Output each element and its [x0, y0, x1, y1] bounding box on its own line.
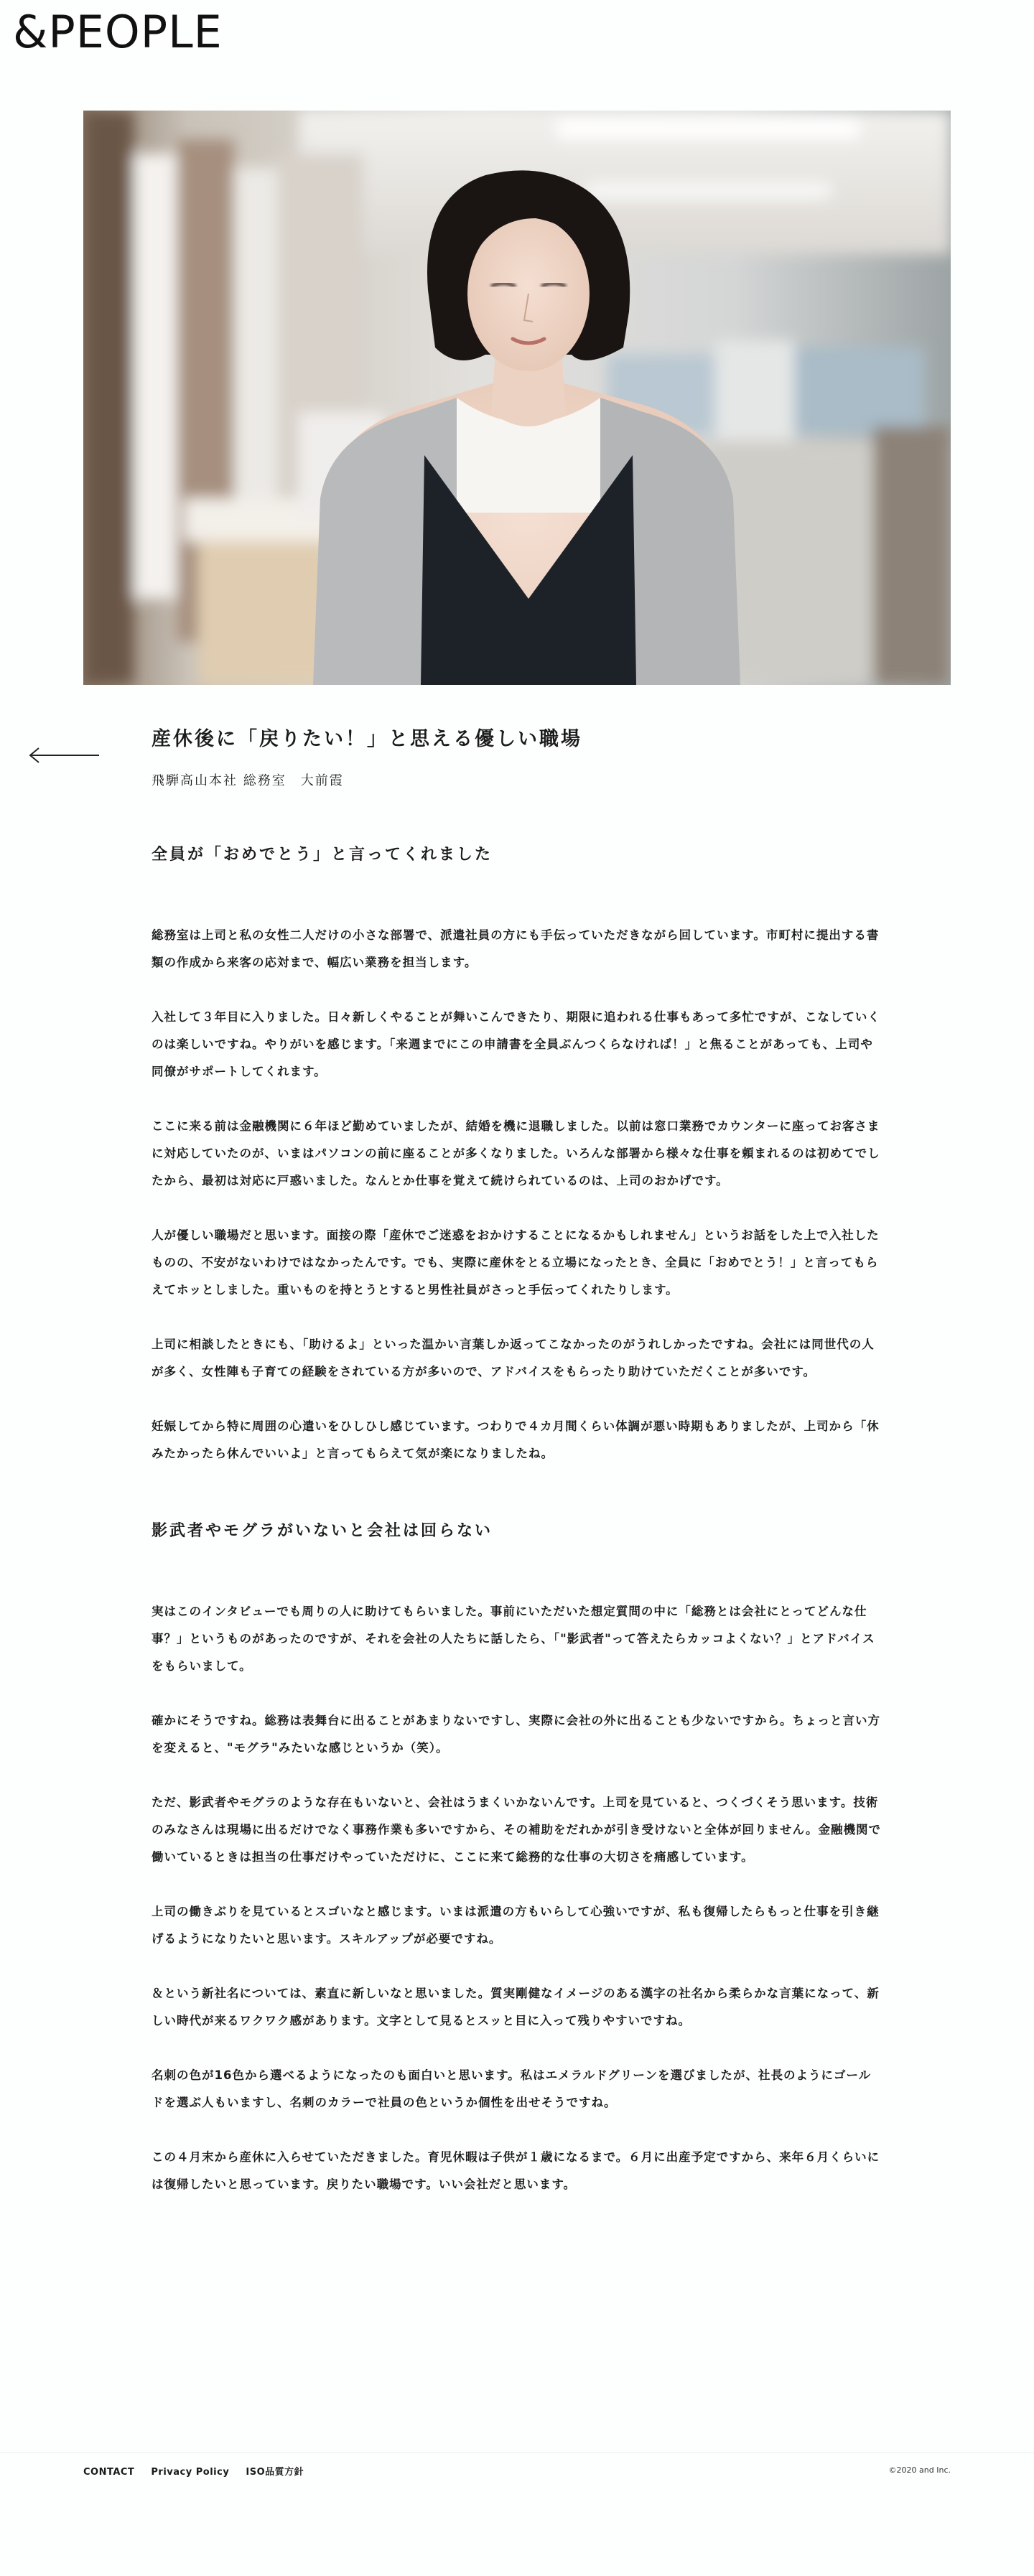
article-byline: 飛騨高山本社 総務室 大前霞	[152, 773, 344, 788]
copyright: ©2020 and Inc.	[888, 2465, 951, 2475]
paragraph: 総務室は上司と私の女性二人だけの小さな部署で、派遣社員の方にも手伝っていただきながら回しています。市町村に提出する書類の作成から来客の応対まで、幅広い業務を担当します。	[152, 928, 880, 969]
paragraph: ＆という新社名については、素直に新しいなと思いました。質実剛健なイメージのある漢字の社名から柔らかな言葉になって、新しい時代が来るワクワク感があります。文字として見るとスッと目に入って残りやすいですね。	[152, 1987, 880, 2027]
paragraph: 名刺の色が16色から選べるようになったのも面白いと思います。私はエメラルドグリーンを選びましたが、社長のようにゴールドを選ぶ人もいますし、名刺のカラーで社員の色というか個性を出せそうですね。	[152, 2068, 872, 2109]
paragraph: 上司の働きぶりを見ているとスゴいなと感じます。いまは派遣の方もいらして心強いですが、私も復帰したらもっと仕事を引き継げるようになりたいと思います。スキルアップが必要ですね。	[152, 1905, 880, 1946]
paragraph: 人が優しい職場だと思います。面接の際「産休でご迷惑をおかけすることになるかもしれません」というお話をした上で入社したものの、不安がないわけではなかったんです。でも、実際に産休をとる立場になったとき、全員に「おめでとう！」と言ってもらえてホッとしました。重いものを持とうとすると男性社員がさっと手伝ってくれたりします。	[152, 1228, 880, 1297]
paragraph: 上司に相談したときにも、「助けるよ」といった温かい言葉しか返ってこなかったのがうれしかったですね。会社には同世代の人が多く、女性陣も子育ての経験をされている方が多いので、アドバイスをもらったり助けていただくことが多いです。	[152, 1338, 875, 1378]
footer	[83, 2464, 951, 2481]
paragraph: この４月末から産休に入らせていただきました。育児休暇は子供が１歳になるまで。６月に出産予定ですから、来年６月くらいには復帰したいと思っています。戻りたい職場です。いい会社だと思います。	[152, 2150, 880, 2191]
section-heading-1: 全員が「おめでとう」と言ってくれました	[152, 846, 493, 864]
article-title: 産休後に「戻りたい！」と思える優しい職場	[152, 728, 582, 750]
footer-link-privacy-policy[interactable]: Privacy Policy	[151, 2467, 230, 2478]
paragraph: 実はこのインタビューでも周りの人に助けてもらいました。事前にいただいた想定質問の中に「総務とは会社にとってどんな仕事？」というものがあったのですが、それを会社の人たちに話したら、「"影武者"って答えたらカッコよくない？」とアドバイスをもらいまして。	[152, 1605, 875, 1673]
section-heading-2: 影武者やモグラがいないと会社は回らない	[152, 1522, 493, 1540]
paragraph: 妊娠してから特に周囲の心遣いをひしひし感じています。つわりで４カ月間くらい体調が悪い時期もありましたが、上司から「休みたかったら休んでいいよ」と言ってもらえて気が楽になりましたね。	[152, 1419, 880, 1460]
paragraph: 確かにそうですね。総務は表舞台に出ることがあまりないですし、実際に会社の外に出ることも少ないですから。ちょっと言い方を変えると、"モグラ"みたいな感じというか（笑）。	[152, 1714, 880, 1755]
paragraph: ここに来る前は金融機関に６年ほど勤めていましたが、結婚を機に退職しました。以前は窓口業務でカウンターに座ってお客さまに対応していたのが、いまはパソコンの前に座ることが多くなりました。いろんな部署から様々な仕事を頼まれるのは初めてでしたから、最初は対応に戸惑いました。なんとか仕事を覚えて続けられているのは、上司のおかげです。	[152, 1119, 880, 1187]
site-logo[interactable]: &PEOPLE	[13, 6, 223, 58]
article	[152, 725, 881, 2198]
back-arrow-icon[interactable]	[29, 747, 101, 764]
paragraph: 入社して３年目に入りました。日々新しくやることが舞いこんできたり、期限に追われる仕事もあって多忙ですが、こなしていくのは楽しいですね。やりがいを感じます。「来週までにこの申請書を全員ぶんつくらなければ！」と焦ることがあっても、上司や同僚がサポートしてくれます。	[152, 1010, 880, 1078]
paragraph: ただ、影武者やモグラのような存在もいないと、会社はうまくいかないんです。上司を見ていると、つくづくそう思います。技術のみなさんは現場に出るだけでなく事務作業も多いですから、その補助をだれかが引き受けないと全体が回りません。金融機関で働いているときは担当の仕事だけやっていただけに、ここに来て総務的な仕事の大切さを痛感しています。	[152, 1796, 881, 1864]
footer-nav	[83, 2464, 317, 2478]
hero-photo	[83, 111, 951, 685]
footer-link-contact[interactable]: CONTACT	[83, 2467, 135, 2478]
footer-link-iso-policy[interactable]: ISO品質方針	[246, 2467, 304, 2478]
